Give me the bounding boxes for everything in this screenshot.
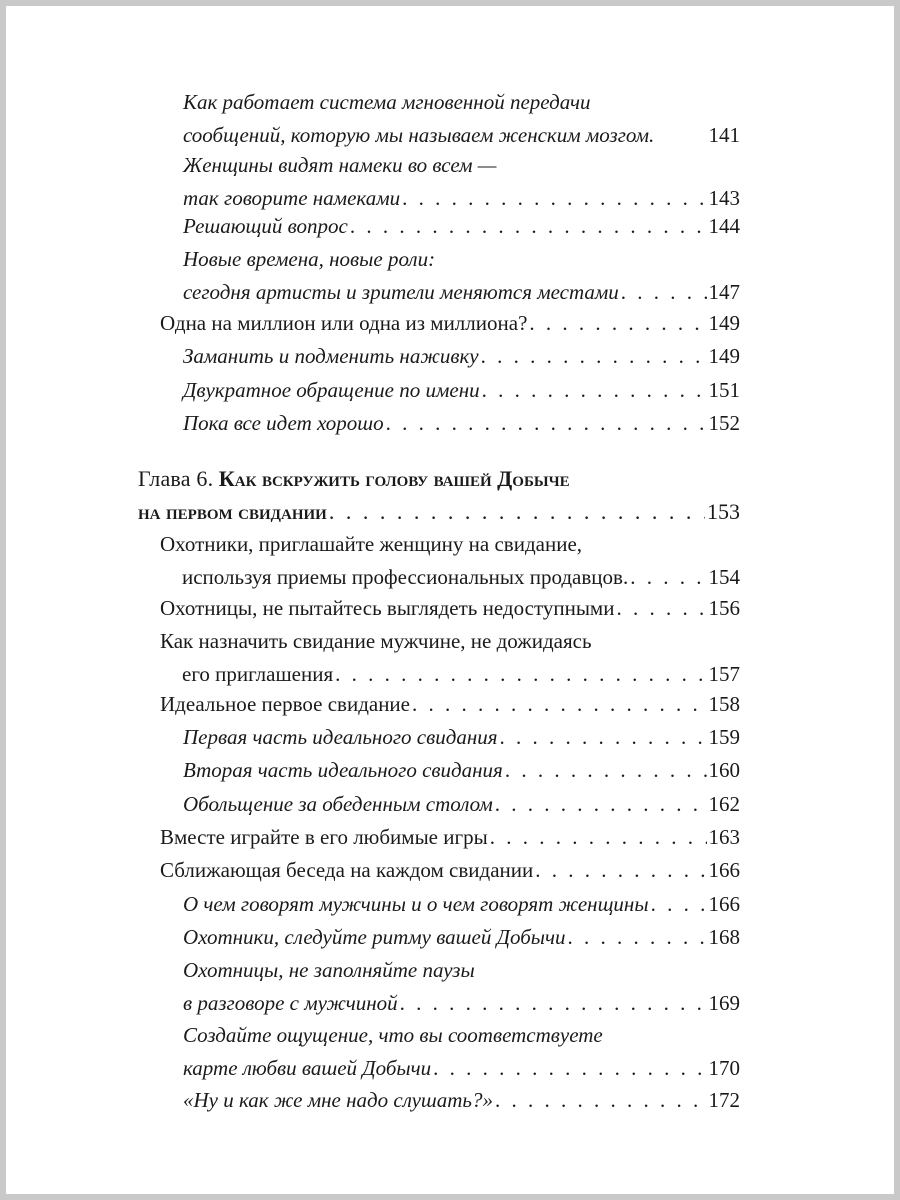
toc-entry[interactable] xyxy=(183,754,740,787)
leader-dots xyxy=(500,721,707,754)
toc-entry[interactable] xyxy=(183,407,740,440)
toc-page-number: 154 xyxy=(708,565,740,589)
toc-line xyxy=(183,149,740,182)
toc-entry-text: Сближающая беседа на каждом свидании xyxy=(160,858,534,882)
toc-page-number: 160 xyxy=(708,758,740,782)
leader-dots xyxy=(433,1052,706,1085)
toc-entry[interactable] xyxy=(183,340,740,373)
leader-dots xyxy=(329,495,705,528)
toc-entry-text: Обольщение за обеденным столом xyxy=(183,792,493,816)
leader-dots xyxy=(616,592,706,625)
toc-entry[interactable] xyxy=(183,1019,740,1085)
toc-line xyxy=(160,821,740,854)
toc-page-number: 172 xyxy=(708,1088,740,1112)
toc-line xyxy=(183,374,740,407)
chapter-heading[interactable] xyxy=(138,462,740,528)
toc-entry[interactable] xyxy=(183,149,740,215)
toc-entry-text: Как назначить свидание мужчине, не дожидаясь xyxy=(160,629,592,653)
toc-page-number: 153 xyxy=(707,499,740,524)
leader-dots xyxy=(482,374,707,407)
toc-page-number: 141 xyxy=(708,123,740,147)
toc-entry-text: Пока все идет хорошо xyxy=(183,411,384,435)
toc-line xyxy=(183,243,740,276)
toc-entry[interactable] xyxy=(183,1084,740,1117)
toc-entry[interactable] xyxy=(160,688,740,721)
toc-line xyxy=(183,340,740,373)
toc-page-number: 159 xyxy=(708,725,740,749)
toc-entry-text: Решающий вопрос xyxy=(183,214,348,238)
leader-dots xyxy=(535,854,706,887)
leader-dots xyxy=(495,788,707,821)
toc-entry-text: Женщины видят намеки во всем — xyxy=(183,153,497,177)
toc-line xyxy=(183,954,740,987)
toc-entry[interactable] xyxy=(183,888,740,921)
toc-page-number: 157 xyxy=(708,662,740,686)
toc-entry-text: Охотники, приглашайте женщину на свидание, xyxy=(160,532,583,556)
leader-dots xyxy=(529,307,706,340)
toc-page-number: 166 xyxy=(708,858,740,882)
toc-line xyxy=(138,495,740,528)
toc-line xyxy=(183,721,740,754)
toc-page-number: 144 xyxy=(708,214,740,238)
toc-page-number: 158 xyxy=(708,692,740,716)
toc-entry-text: Охотницы, не пытайтесь выглядеть недоступными xyxy=(160,596,615,620)
toc-line xyxy=(183,86,740,119)
toc-entry-text: Охотницы, не заполняйте паузы xyxy=(183,958,475,982)
leader-dots xyxy=(651,888,707,921)
leader-dots xyxy=(400,987,707,1020)
toc-entry-text: «Ну и как же мне надо слушать?» xyxy=(183,1088,493,1112)
toc-entry[interactable] xyxy=(183,243,740,309)
toc-entry-text: Двукратное обращение по имени xyxy=(183,378,480,402)
toc-page-number: 156 xyxy=(708,596,740,620)
toc-entry[interactable] xyxy=(183,721,740,754)
leader-dots xyxy=(495,1084,707,1117)
toc-line xyxy=(160,307,740,340)
toc-entry[interactable] xyxy=(160,854,740,887)
leader-dots xyxy=(481,340,707,373)
toc-entry-text: Одна на миллион или одна из миллиона? xyxy=(160,311,528,335)
toc-line xyxy=(160,528,740,561)
toc-page-number: 166 xyxy=(708,892,740,916)
toc-line xyxy=(160,625,740,658)
toc-entry-text: Создайте ощущение, что вы соответствуете xyxy=(183,1023,603,1047)
toc-entry[interactable] xyxy=(160,821,740,854)
toc-line xyxy=(183,888,740,921)
toc-line xyxy=(138,462,740,495)
toc-line xyxy=(183,276,740,309)
toc-entry[interactable] xyxy=(183,86,740,152)
chapter-title: Как вскружить голову вашей Добыче xyxy=(218,466,570,491)
toc-entry-text: карте любви вашей Добычи xyxy=(183,1056,432,1080)
toc-line xyxy=(183,1019,740,1052)
toc-line xyxy=(160,658,740,691)
toc-page-number: 149 xyxy=(708,311,740,335)
toc-page-number: 169 xyxy=(708,991,740,1015)
toc-entry[interactable] xyxy=(160,307,740,340)
toc-line xyxy=(160,561,740,594)
toc-line xyxy=(183,119,740,152)
toc-page-number: 162 xyxy=(708,792,740,816)
toc-entry[interactable] xyxy=(183,788,740,821)
toc-entry-text: Первая часть идеального свидания xyxy=(183,725,498,749)
toc-entry[interactable] xyxy=(160,625,740,691)
toc-entry-text: его приглашения xyxy=(182,662,334,686)
toc-entry-text: сегодня артисты и зрители меняются местами xyxy=(183,280,619,304)
book-page xyxy=(6,6,894,1194)
toc-entry-text: О чем говорят мужчины и о чем говорят женщины xyxy=(183,892,649,916)
toc-entry-text: сообщений, которую мы называем женским мозгом. xyxy=(183,123,655,147)
toc-page-number: 143 xyxy=(708,186,740,210)
toc-line xyxy=(183,1084,740,1117)
leader-dots xyxy=(412,688,707,721)
toc-line xyxy=(183,788,740,821)
toc-line xyxy=(183,987,740,1020)
toc-page-number: 152 xyxy=(708,411,740,435)
toc-line xyxy=(183,754,740,787)
toc-line xyxy=(183,921,740,954)
leader-dots xyxy=(386,407,707,440)
toc-page-number: 170 xyxy=(708,1056,740,1080)
leader-dots xyxy=(350,210,707,243)
toc-entry-text: Заманить и подменить наживку xyxy=(183,344,479,368)
toc-entry-text: используя приемы профессиональных продавцов. xyxy=(182,565,629,589)
toc-line xyxy=(160,854,740,887)
toc-page-number: 149 xyxy=(708,344,740,368)
toc-entry-text: в разговоре с мужчиной xyxy=(183,991,398,1015)
toc-entry-text: Вместе играйте в его любимые игры xyxy=(160,825,488,849)
leader-dots xyxy=(505,754,707,787)
chapter-title: на первом свидании xyxy=(138,499,327,524)
toc-entry-text: Вторая часть идеального свидания xyxy=(183,758,503,782)
toc-page-number: 163 xyxy=(708,825,740,849)
toc-entry[interactable] xyxy=(160,592,740,625)
toc-line xyxy=(183,1052,740,1085)
toc-entry[interactable] xyxy=(183,954,740,1020)
toc-line xyxy=(183,407,740,440)
leader-dots xyxy=(490,821,707,854)
leader-dots xyxy=(335,658,706,691)
toc-page-number: 147 xyxy=(708,280,740,304)
toc-entry[interactable] xyxy=(183,210,740,243)
toc-entry[interactable] xyxy=(160,528,740,594)
toc-entry-text: Новые времена, новые роли: xyxy=(183,247,436,271)
leader-dots xyxy=(630,561,706,594)
toc-page-number: 168 xyxy=(708,925,740,949)
leader-dots xyxy=(621,276,707,309)
toc-page-number: 151 xyxy=(708,378,740,402)
toc-entry[interactable] xyxy=(183,921,740,954)
toc-entry-text: Идеальное первое свидание xyxy=(160,692,410,716)
toc-line xyxy=(160,592,740,625)
chapter-label: Глава 6. xyxy=(138,466,214,491)
toc-entry[interactable] xyxy=(183,374,740,407)
toc-line xyxy=(183,210,740,243)
toc-entry-text: Охотники, следуйте ритму вашей Добычи xyxy=(183,925,566,949)
toc-line xyxy=(160,688,740,721)
leader-dots xyxy=(568,921,707,954)
toc-entry-text: так говорите намеками xyxy=(183,186,401,210)
toc-entry-text: Как работает система мгновенной передачи xyxy=(183,90,591,114)
